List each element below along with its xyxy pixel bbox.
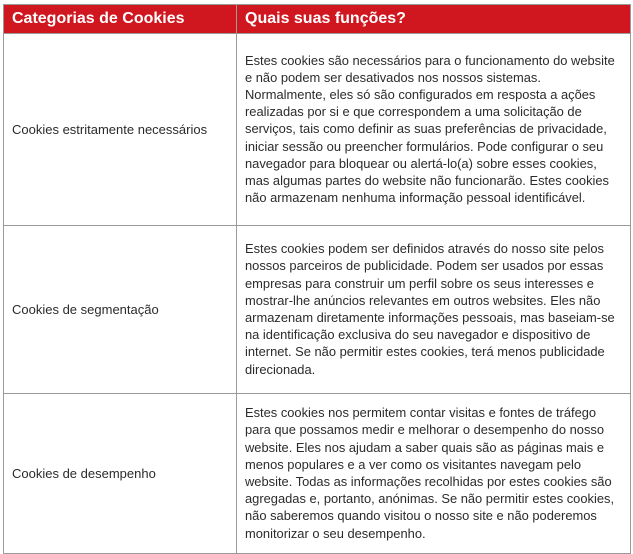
table-body bbox=[4, 34, 631, 554]
cookie-categories-table bbox=[3, 4, 631, 554]
category-cell: Cookies estritamente necessários bbox=[4, 34, 237, 226]
table-row bbox=[4, 394, 631, 554]
header-categories: Categorias de Cookies bbox=[4, 5, 237, 34]
category-cell: Cookies de segmentação bbox=[4, 226, 237, 394]
table-row bbox=[4, 226, 631, 394]
description-cell: Estes cookies são necessários para o funcionamento do website e não podem ser desativados nos nossos sistemas. Normalmente, eles só são configurados em resposta a ações realizadas por si e que correspondem a uma solicitação de serviços, tais como definir as suas preferências de privacidade, iniciar sessão ou preencher formulários. Pode configurar o seu navegador para bloquear ou alertá-lo(a) sobre esses cookies, mas algumas partes do website não funcionarão. Estes cookies não armazenam nenhuma informação pessoal identificável. bbox=[237, 34, 631, 226]
header-functions: Quais suas funções? bbox=[237, 5, 631, 34]
description-cell: Estes cookies podem ser definidos através do nosso site pelos nossos parceiros de publicidade. Podem ser usados por essas empresas para construir um perfil sobre os seus interesses e mostrar-lhe anúncios relevantes em outros websites. Eles não armazenam diretamente informações pessoais, mas baseiam-se na identificação exclusiva do seu navegador e dispositivo de internet. Se não permitir estes cookies, terá menos publicidade direcionada. bbox=[237, 226, 631, 394]
category-cell: Cookies de desempenho bbox=[4, 394, 237, 554]
table-header-row bbox=[4, 5, 631, 34]
description-cell: Estes cookies nos permitem contar visitas e fontes de tráfego para que possamos medir e melhorar o desempenho do nosso website. Eles nos ajudam a saber quais são as páginas mais e menos populares e a ver como os visitantes navegam pelo website. Todas as informações recolhidas por estes cookies são agregadas e, portanto, anónimas. Se não permitir estes cookies, não saberemos quando visitou o nosso site e não poderemos monitorizar o seu desempenho. bbox=[237, 394, 631, 554]
table-header bbox=[4, 5, 631, 34]
table-row bbox=[4, 34, 631, 226]
